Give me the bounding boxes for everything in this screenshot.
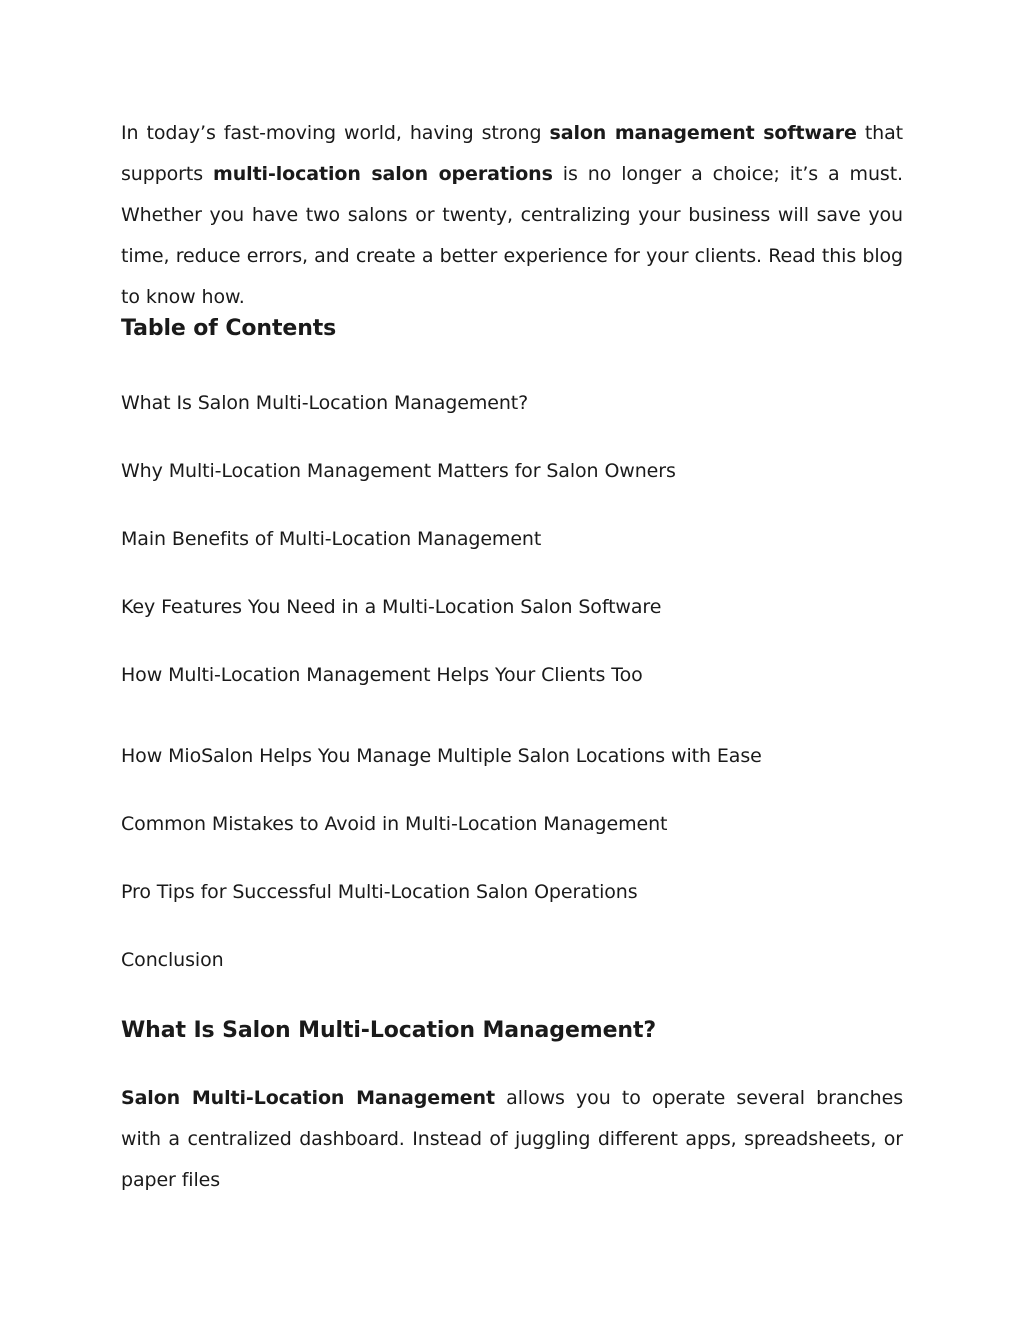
toc-item-conclusion[interactable]: Conclusion xyxy=(121,949,224,971)
toc-item-helps-clients[interactable]: How Multi-Location Management Helps Your Clients Too xyxy=(121,664,643,686)
toc-item-what-is[interactable]: What Is Salon Multi-Location Management? xyxy=(121,392,529,414)
toc-item-key-features[interactable]: Key Features You Need in a Multi-Location Salon Software xyxy=(121,596,662,618)
intro-text-2: that supports xyxy=(121,122,904,185)
section-heading: What Is Salon Multi-Location Management? xyxy=(121,1018,657,1043)
intro-paragraph xyxy=(121,113,903,318)
toc-item-miosalon-helps[interactable]: How MioSalon Helps You Manage Multiple Salon Locations with Ease xyxy=(121,745,762,767)
toc-item-why-matters[interactable]: Why Multi-Location Management Matters for Salon Owners xyxy=(121,460,676,482)
section-paragraph xyxy=(121,1078,903,1201)
intro-bold-software: salon management software xyxy=(549,122,857,144)
toc-item-common-mistakes[interactable]: Common Mistakes to Avoid in Multi-Location Management xyxy=(121,813,668,835)
intro-text-3: is no longer a choice; it’s a must. Whether you have two salons or twenty, centralizing your business will save you time, reduce errors, and create a better experience for your clients. Read this blog to know how. xyxy=(121,163,904,308)
section-bold-term: Salon Multi-Location Management xyxy=(121,1087,495,1109)
toc-heading: Table of Contents xyxy=(121,316,337,341)
intro-text-1: In today’s fast-moving world, having strong xyxy=(121,122,550,144)
intro-bold-operations: multi-location salon operations xyxy=(213,163,553,185)
toc-item-pro-tips[interactable]: Pro Tips for Successful Multi-Location Salon Operations xyxy=(121,881,638,903)
section-text-1: allows you to operate several branches with a centralized dashboard. Instead of juggling different apps, spreadsheets, or paper files xyxy=(121,1087,903,1191)
toc-item-main-benefits[interactable]: Main Benefits of Multi-Location Management xyxy=(121,528,542,550)
